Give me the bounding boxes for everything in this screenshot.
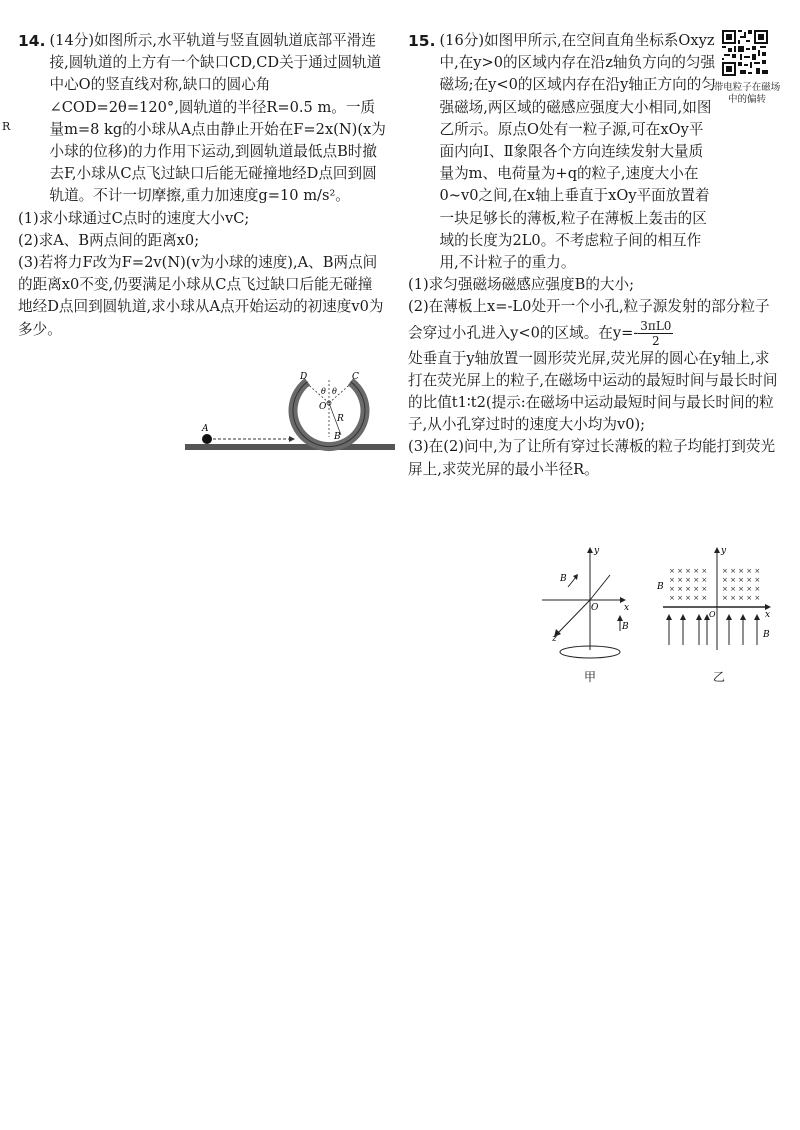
question-part-3: (3)若将力F改为F=2v(N)(v为小球的速度),A、B两点间的距离x0不变,仍要满足小球从C点飞过缺口后能无碰撞地经D点回到圆轨道,求小球从A点开始运动的初速度v0为多少。 <box>18 254 384 338</box>
svg-text:× × × × ×: × × × × × <box>669 567 708 575</box>
figure-yi <box>655 545 775 670</box>
up-field-lines <box>669 617 757 645</box>
b-field-arrow-1 <box>568 577 576 587</box>
fraction <box>638 319 673 348</box>
figure-jia-caption: 甲 <box>584 670 597 684</box>
qr-code[interactable] <box>722 30 768 76</box>
label-o: O <box>319 402 327 412</box>
svg-text:× × × × ×: × × × × × <box>722 594 761 602</box>
plate-line <box>590 575 610 600</box>
b-arrowhead-2 <box>617 615 623 621</box>
label-b: B <box>334 432 341 442</box>
svg-text:× × × × ×: × × × × × <box>669 576 708 584</box>
fraction-numerator: 3πL0 <box>640 318 672 333</box>
question-part-1: (1)求小球通过C点时的速度大小vC; <box>18 209 250 227</box>
part-2-text-b: 处垂直于y轴放置一圆形荧光屏,荧光屏的圆心在y轴上,求打在荧光屏上的粒子,在磁场中运动的最短时间与最长时间的比值t1∶t2(提示:在磁场中运动最短时间与最长时间的粒子,从小孔穿过时的速度大小均为v0); <box>408 349 778 434</box>
svg-text:× × × × ×: × × × × × <box>722 567 761 575</box>
label-x: x <box>765 610 771 620</box>
question-14 <box>18 30 386 341</box>
question-part-1: (1)求匀强磁场磁感应强度B的大小; <box>408 276 635 294</box>
z-axis <box>558 600 590 633</box>
figure-yi-caption: 乙 <box>713 670 726 684</box>
question-number: 14. <box>18 32 46 50</box>
motion-arrow <box>289 436 295 442</box>
label-b-1: B <box>560 574 567 584</box>
ball <box>202 434 212 444</box>
label-o: O <box>591 603 599 613</box>
svg-text:× × × × ×: × × × × × <box>669 594 708 602</box>
margin-mark: R <box>2 120 11 133</box>
ground-track <box>185 444 395 450</box>
fraction-denominator: 2 <box>652 333 660 348</box>
svg-text:× × × × ×: × × × × × <box>722 576 761 584</box>
label-x: x <box>624 603 630 613</box>
label-r: R <box>337 414 344 424</box>
label-y: y <box>594 546 600 556</box>
question-part-3: (3)在(2)问中,为了让所有穿过长薄板的粒子均能打到荧光屏上,求荧光屏的最小半径R。 <box>408 438 776 478</box>
part-2-text-a: (2)在薄板上x=-L0处开一个小孔,粒子源发射的部分粒子会穿过小孔进入y<0的区域。在y=- <box>408 298 770 342</box>
svg-text:× × × × ×: × × × × × <box>722 585 761 593</box>
y-arrow <box>714 547 720 553</box>
label-d: D <box>300 372 308 382</box>
label-z: z <box>552 634 557 644</box>
figure-jia <box>540 545 640 670</box>
label-a: A <box>202 424 209 434</box>
qr-caption: 带电粒子在磁场中的偏转 <box>713 82 781 105</box>
question-stem: (16分)如图甲所示,在空间直角坐标系Oxyz中,在y>0的区域内存在沿z轴负方向的匀强磁场;在y<0的区域内存在沿y轴正方向的匀强磁场,两区域的磁感应强度大小相同,如图乙所示。原点O处有一粒子源,可在xOy平面内向Ⅰ、Ⅱ象限各个方向连续发射大量质量为m、电荷量为+q的粒子,速度大小在0~v0之间,在x轴上垂直于xOy平面放置着一块足够长的薄板,粒子在薄板上轰击的区域的长度为2L0。不考虑粒子间的相互作用,不计粒子的重力。 <box>439 32 716 272</box>
label-b-2: B <box>622 622 629 632</box>
question-part-2: (2)求A、B两点间的距离x0; <box>18 231 200 249</box>
y-arrow <box>587 547 593 553</box>
label-b-1: B <box>657 582 664 592</box>
label-c: C <box>352 372 359 382</box>
label-theta-2: θ <box>332 387 337 396</box>
question-part-2 <box>408 296 778 347</box>
label-theta-1: θ <box>321 387 326 396</box>
circular-track-figure <box>185 372 395 457</box>
svg-text:× × × × ×: × × × × × <box>669 585 708 593</box>
label-y: y <box>721 546 727 556</box>
label-o: O <box>709 610 716 619</box>
question-number: 15. <box>408 32 436 50</box>
cross-field <box>669 567 760 602</box>
label-b-2: B <box>763 630 770 640</box>
question-stem: (14分)如图所示,水平轨道与竖直圆轨道底部平滑连接,圆轨道的上方有一个缺口CD,CD关于通过圆轨道中心O的竖直线对称,缺口的圆心角∠COD=2θ=120°,圆轨道的半径R=0.5 m。一质量m=8 kg的小球从A点由静止开始在F=2x(N)(x为小球的位移)的力作用下运动,到圆轨道最低点B时撤去F,小球从C点飞过缺口后能无碰撞地经D点回到圆轨道。不计一切摩擦,重力加速度g=10 m/s²。 <box>49 32 386 205</box>
